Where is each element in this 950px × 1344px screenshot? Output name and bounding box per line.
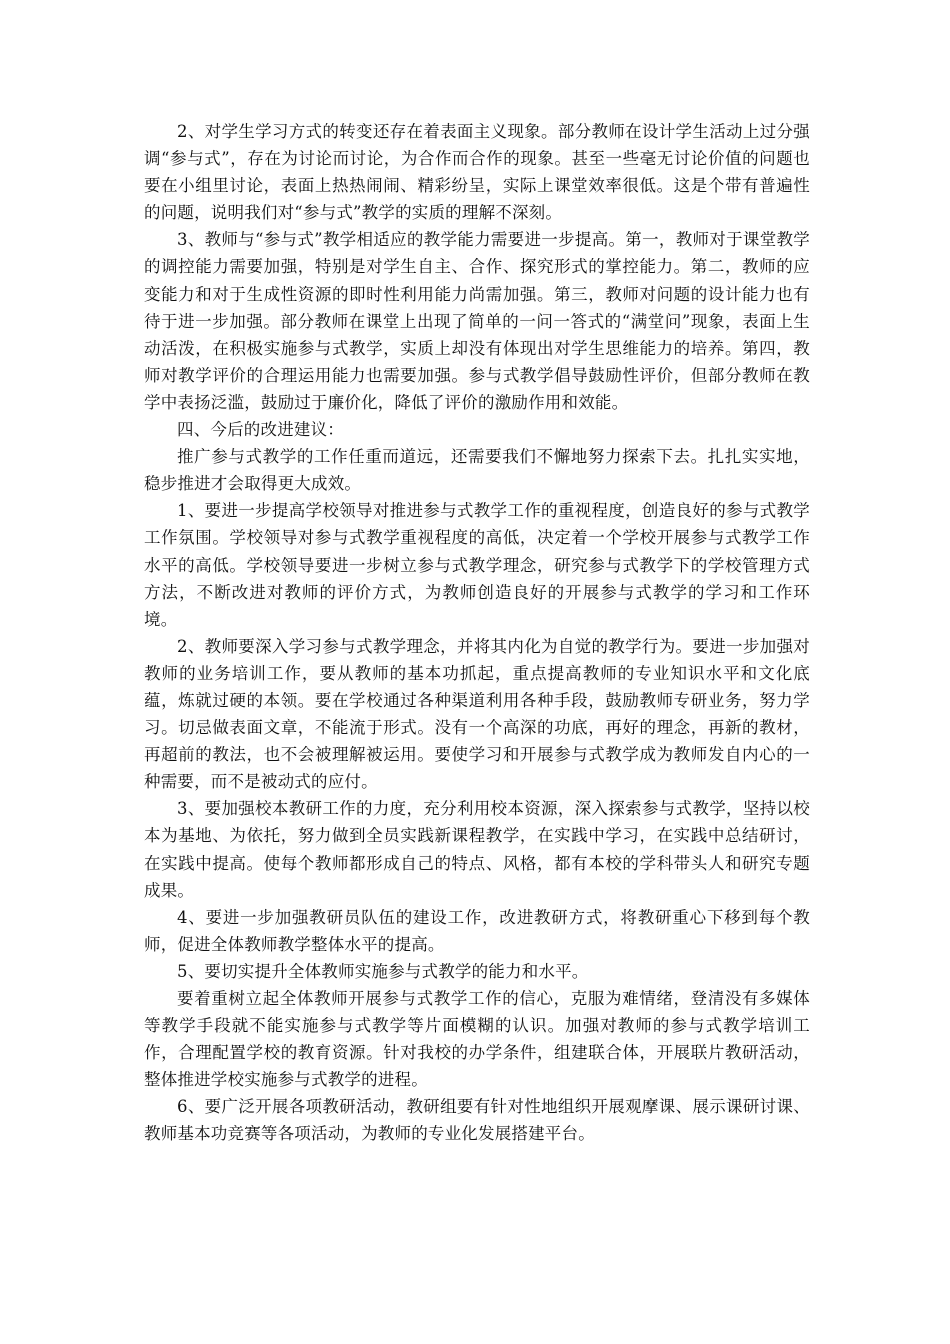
paragraph-intro: 推广参与式教学的工作任重而道远，还需要我们不懈地努力探索下去。扎扎实实地，稳步推进才会取得更大成效。: [144, 447, 810, 494]
paragraph-suggestion-3: 3、要加强校本教研工作的力度，充分利用校本资源，深入探索参与式教学，坚持以校本为基地、为依托，努力做到全员实践新课程教学，在实践中学习，在实践中总结研讨，在实践中提高。使每个教师都形成自己的特点、风格，都有本校的学科带头人和研究专题成果。: [144, 799, 810, 900]
paragraph-suggestion-2: 2、教师要深入学习参与式教学理念，并将其内化为自觉的教学行为。要进一步加强对教师的业务培训工作，要从教师的基本功抓起，重点提高教师的专业知识水平和文化底蕴，炼就过硬的本领。要在学校通过各种渠道利用各种手段，鼓励教师专研业务，努力学习。切忌做表面文章，不能流于形式。没有一个高深的功底，再好的理念，再新的教材，再超前的教法，也不会被理解被运用。要使学习和开展参与式教学成为教师发自内心的一种需要，而不是被动式的应付。: [144, 636, 810, 792]
paragraph-suggestion-5: 5、要切实提升全体教师实施参与式教学的能力和水平。: [177, 961, 589, 981]
document-page: [144, 118, 810, 1148]
section-heading-suggestions: 四、今后的改进建议：: [177, 420, 344, 440]
paragraph-suggestion-6: 6、要广泛开展各项教研活动，教研组要有针对性地组织开展观摩课、展示课研讨课、教师基本功竞赛等各项活动，为教师的专业化发展搭建平台。: [144, 1097, 810, 1144]
paragraph-issue-3: 3、教师与“参与式”教学相适应的教学能力需要进一步提高。第一，教师对于课堂教学的调控能力需要加强，特别是对学生自主、合作、探究形式的掌控能力。第二，教师的应变能力和对于生成性资源的即时性利用能力尚需加强。第三，教师对问题的设计能力也有待于进一步加强。部分教师在课堂上出现了简单的一问一答式的“满堂问”现象，表面上生动活泼，在积极实施参与式教学，实质上却没有体现出对学生思维能力的培养。第四，教师对教学评价的合理运用能力也需要加强。参与式教学倡导鼓励性评价，但部分教师在教学中表扬泛滥，鼓励过于廉价化，降低了评价的激励作用和效能。: [144, 230, 810, 412]
paragraph-suggestion-1: 1、要进一步提高学校领导对推进参与式教学工作的重视程度，创造良好的参与式教学工作氛围。学校领导对参与式教学重视程度的高低，决定着一个学校开展参与式教学工作水平的高低。学校领导要进一步树立参与式教学理念，研究参与式教学下的学校管理方式方法，不断改进对教师的评价方式，为教师创造良好的开展参与式教学的学习和工作环境。: [144, 501, 810, 629]
paragraph-suggestion-5-detail: 要着重树立起全体教师开展参与式教学工作的信心，克服为难情绪，登清没有多媒体等教学手段就不能实施参与式教学等片面模糊的认识。加强对教师的参与式教学培训工作，合理配置学校的教育资源。针对我校的办学条件，组建联合体，开展联片教研活动，整体推进学校实施参与式教学的进程。: [144, 989, 810, 1090]
paragraph-issue-2: 2、对学生学习方式的转变还存在着表面主义现象。部分教师在设计学生活动上过分强调“参与式”，存在为讨论而讨论，为合作而合作的现象。甚至一些毫无讨论价值的问题也要在小组里讨论，表面上热热闹闹、精彩纷呈，实际上课堂效率很低。这是个带有普遍性的问题，说明我们对“参与式”教学的实质的理解不深刻。: [144, 122, 810, 223]
paragraph-suggestion-4: 4、要进一步加强教研员队伍的建设工作，改进教研方式，将教研重心下移到每个教师，促进全体教师教学整体水平的提高。: [144, 907, 810, 954]
